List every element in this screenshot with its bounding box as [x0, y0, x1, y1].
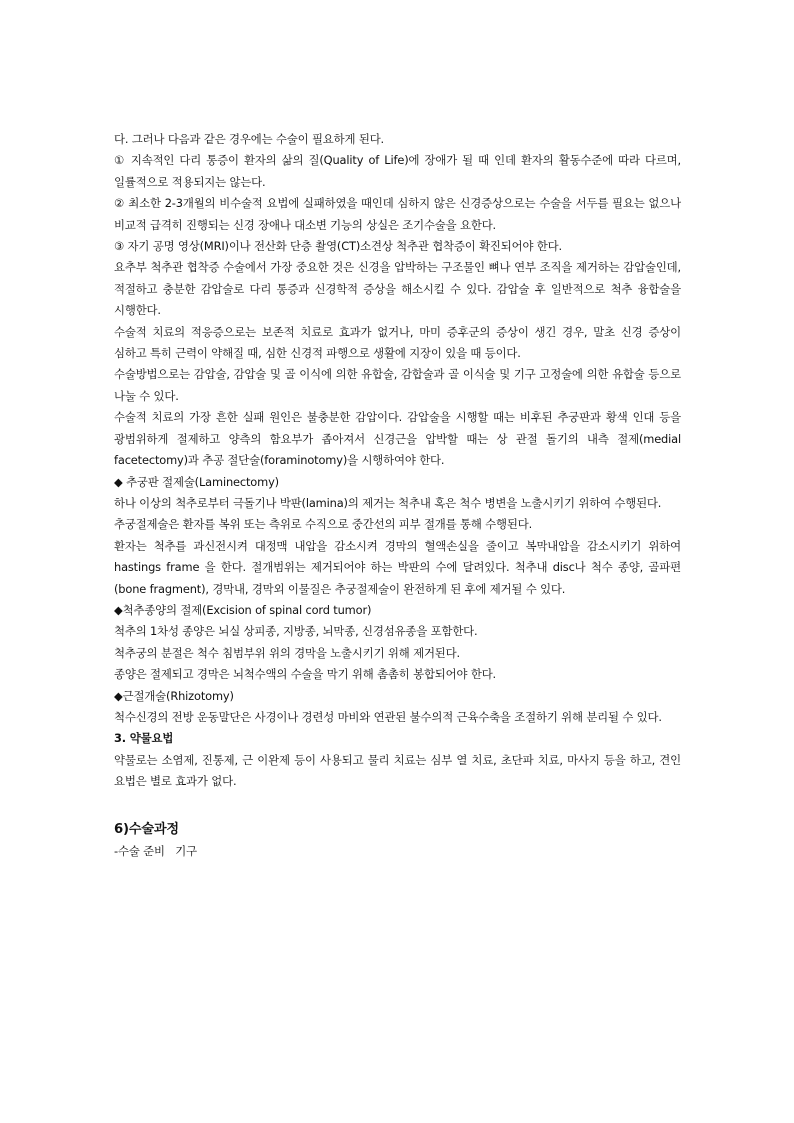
paragraph-surgical-methods: 수술방법으로는 감압술, 감압술 및 골 이식에 의한 유합술, 감합술과 골 이식술 및 기구 고정술에 의한 유합술 등으로 나눌 수 있다.: [114, 367, 681, 403]
paragraph-decompression: 요추부 척추관 협착증 수술에서 가장 중요한 것은 신경을 압박하는 구조물인 뼈나 연부 조직을 제거하는 감압술인데, 적절하고 충분한 감압술로 다리 통증과 신경학적 증상을 해소시킬 수 있다. 감압술 후 일반적으로 척추 융합술을 시행한다.: [114, 260, 681, 318]
heading-drug-therapy: 3. 약물요법: [114, 731, 174, 746]
paragraph-laminectomy-3: 환자는 척추를 과신전시켜 대정맥 내압을 감소시켜 경막의 혈액손실을 줄이고 복막내압을 감소시키기 위하여 hastings frame 을 한다. 절개범위는 제거되어야 하는 박판의 수에 달려있다. 척추내 disc나 척수 종양, 골파편(bone fragment), 경막내, 경막외 이물질은 추궁절제술이 완전하게 된 후에 제거될 수 있다.: [114, 538, 681, 596]
paragraph-indication-2: ② 최소한 2-3개월의 비수술적 요법에 실패하였을 때인데 심하지 않은 신경증상으로는 수술을 서두를 필요는 없으나 비교적 급격히 진행되는 신경 장애나 대소변 기능의 상실은 조기수술을 요한다.: [114, 196, 681, 232]
paragraph-drug-therapy: 약물로는 소염제, 진통제, 근 이완제 등이 사용되고 물리 치료는 심부 열 치료, 초단파 치료, 마사지 등을 하고, 견인 요법은 별로 효과가 없다.: [114, 752, 681, 789]
paragraph-surgery-prep: -수술 준비 기구: [114, 843, 197, 858]
heading-tumor-excision: ◆척추종양의 절제(Excision of spinal cord tumor): [114, 602, 372, 617]
heading-rhizotomy: ◆근절개술(Rhizotomy): [114, 688, 234, 703]
heading-surgical-process: 6)수술과정: [114, 821, 179, 837]
paragraph-tumor-1: 척추의 1차성 종양은 뇌실 상피종, 지방종, 뇌막종, 신경섬유종을 포함한다.: [114, 624, 478, 639]
paragraph-laminectomy-2: 추궁절제술은 환자를 복위 또는 측위로 수직으로 중간선의 피부 절개를 통해 수행된다.: [114, 517, 533, 532]
paragraph-rhizotomy: 척수신경의 전방 운동말단은 사경이나 경련성 마비와 연관된 불수의적 근육수축을 조절하기 위해 분리될 수 있다.: [114, 709, 662, 724]
paragraph-indication-3: ③ 자기 공명 영상(MRI)이나 전산화 단층 촬영(CT)소견상 척추관 협착증이 확진되어야 한다.: [114, 239, 562, 254]
paragraph-indication-1: ① 지속적인 다리 통증이 환자의 삶의 질(Quality of Life)에 장애가 될 때 인데 환자의 활동수준에 따라 다르며, 일률적으로 적용되지는 않는다.: [114, 153, 681, 189]
document-body: [114, 129, 681, 862]
paragraph-laminectomy-1: 하나 이상의 척추로부터 극돌기나 박판(lamina)의 제거는 척추내 혹은 척수 병변을 노출시키기 위하여 수행된다.: [114, 495, 662, 510]
paragraph-failure-causes: 수술적 치료의 가장 흔한 실패 원인은 불충분한 감압이다. 감압술을 시행할 때는 비후된 추궁판과 황색 인대 등을 광범위하게 절제하고 양측의 함요부가 좁아져서 신경근을 압박할 때는 상 관절 돌기의 내측 절제(medial facetectomy)과 추공 절단술(foraminotomy)을 시행하여야 한다.: [114, 410, 681, 468]
paragraph-surgery-intro: 다. 그러나 다음과 같은 경우에는 수술이 필요하게 된다.: [114, 132, 385, 146]
paragraph-tumor-2: 척추궁의 분절은 척수 침범부위 위의 경막을 노출시키기 위해 제거된다.: [114, 645, 460, 660]
paragraph-tumor-3: 종양은 절제되고 경막은 뇌척수액의 수술을 막기 위해 촘촘히 봉합되어야 한다.: [114, 667, 497, 682]
heading-laminectomy: ◆ 추궁판 절제술(Laminectomy): [114, 474, 279, 489]
paragraph-surgical-indications: 수술적 치료의 적응증으로는 보존적 치료로 효과가 없거나, 마미 증후군의 증상이 생긴 경우, 말초 신경 증상이 심하고 특히 근력이 약해질 때, 심한 신경적 파행으로 생활에 지장이 있을 때 등이다.: [114, 324, 681, 361]
